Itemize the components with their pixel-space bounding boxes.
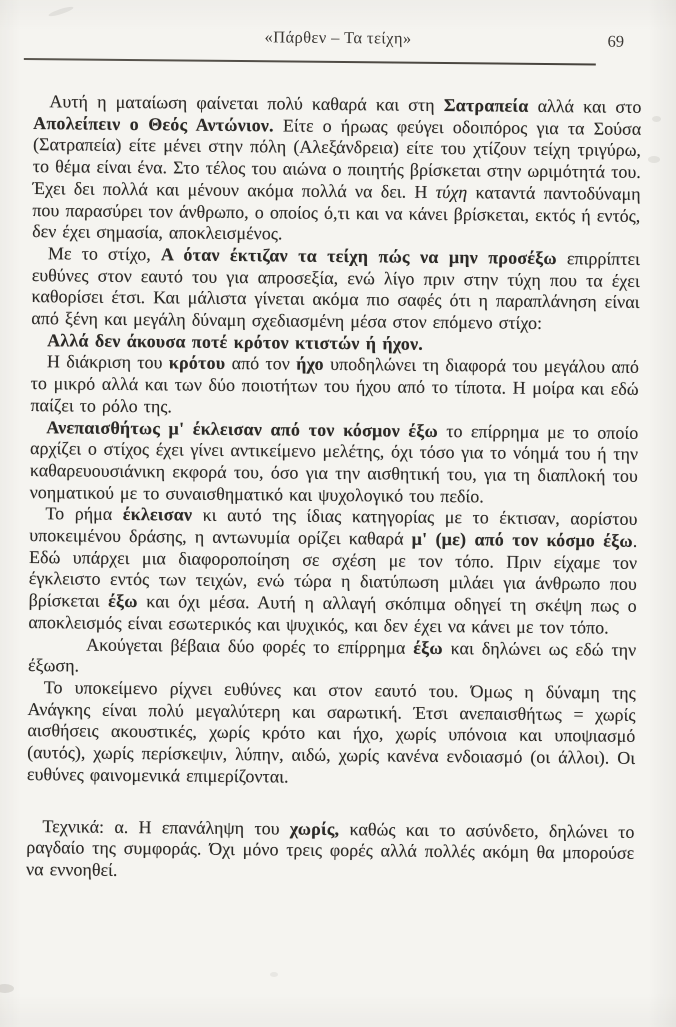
text-run: Η διάκριση του <box>46 351 169 373</box>
text-run-bold: μ' (με) από τον κόσμο έξω <box>411 528 633 551</box>
paragraph-1 <box>32 91 641 249</box>
text-run-bold: Ανεπαισθήτως μ' έκλεισαν από τον κόσμον έξω <box>46 416 439 441</box>
text-run: καθώς και το ασύνδετο, δηλώνει το ραγδαίο της συμφοράς. Όχι μόνο τρεις φορές αλλά πολλές ακόμη θα μπορούσε να εννοηθεί. <box>25 818 635 880</box>
header-rule <box>24 58 596 65</box>
text-run-bold: κρότου <box>168 352 226 374</box>
text-run-bold: χωρίς, <box>289 818 340 839</box>
text-run-bold: Απολείπειν ο Θεός Αντώνιον. <box>33 112 274 136</box>
paragraph-6 <box>28 503 637 639</box>
text-run: Το υποκείμενο ρίχνει ευθύνες και στον εαυτό του. Όμως η δύναμη της Ανάγκης είναι πολύ μεγαλύτερη και σαρωτική. Έτσι ανεπαισθήτως = χωρίς αισθήσεις ακουστικές, χωρίς κρότο και ήχο, χωρίς υπόνοια και υποψιασμό (αυτός), χωρίς περίσκεψιν, λύπην, αιδώ, χωρίς κανένα ενδοιασμό (οι άλλοι). Οι ευθύνες φαινομενικά επιμερίζονται. <box>26 677 636 787</box>
text-run: και δηλώνει ως εδώ την έξωση. <box>27 637 637 676</box>
page-number: 69 <box>607 31 625 51</box>
paragraph-7 <box>28 634 636 683</box>
text-run-bold: Αλλά δεν άκουσα ποτέ κρότον κτιστών ή ήχον. <box>47 329 424 354</box>
text-run: αλλά και στο <box>528 95 642 117</box>
text-run: Ακούγεται βέβαια δύο φορές το επίρρημα <box>86 634 414 658</box>
text-run: από τον <box>225 353 297 375</box>
text-run: . Εδώ υπάρχει μια διαφοροποίηση σε σχέση με τον τόπο. Πριν είχαμε τον έγκλειστο εντός των τειχών, ενώ τώρα η διατύπωση μιλάει για άνθρωπο που βρίσκεται <box>28 530 638 611</box>
text-run: επιρρίπτει ευθύνες στον εαυτό του για απροσεξία, ενώ λίγο πριν στην τύχη που τα έχει καθορίσει έτσι. Και μάλιστα γίνεται ακόμα πιο σαφές ότι η παραπλάνηση είναι από ξένη και μεγάλη δύναμη σχεδιασμένη μέσα στον επόμενο στίχο: <box>31 248 641 333</box>
paragraph-4 <box>30 351 639 422</box>
text-run: Είτε ο ήρωας φεύγει οδοιπόρος για τα Σούσα (Σατραπεία) είτε μένει στην πόλη (Αλεξάνδρεια) είτε του χτίζουν τείχη τριγύρω, το θέμα είναι ένα. Στο τέλος του αιώνα ο ποιητής βρίσκεται στην ωριμότητά του. Έχει δει πολλά και μένουν ακόμα πολλά να δει. Η <box>32 115 642 202</box>
paragraph-9 <box>26 816 635 887</box>
text-run-bold: ήχο <box>296 354 324 375</box>
paragraph-5 <box>30 417 639 510</box>
text-run: το επίρρημα με το οποίο αρχίζει ο στίχος έχει γίνει αντικείμενο μελέτης, όχι τόσο για το νόημά του ή την καθαρευουσιάνικη εκφορά του, όσο για την αισθητική του, για τη διαπλοκή του νοηματικού με το συναισθηματικό και ψυχολογικό του πεδίο. <box>29 420 639 507</box>
paragraph-2 <box>31 243 640 336</box>
text-run: και όχι μέσα. Αυτή η αλλαγή σκόπιμα οδηγεί τη σκέψη πως ο αποκλεισμός είναι εσωτερικός και ψυχικός, και δεν έχει να κάνει με τον τόπο. <box>28 591 637 638</box>
text-run-italic: τύχη <box>435 181 468 203</box>
text-run-bold: έξω <box>108 590 138 612</box>
text-run: Το ρήμα <box>45 503 123 525</box>
text-run-bold: έκλεισαν <box>122 504 193 525</box>
text-run-bold: έξω <box>413 637 443 658</box>
text-run: Αυτή η ματαίωση φαίνεται πολύ καθαρά και στη <box>49 91 444 115</box>
text-run: Τεχνικά: α. Η επανάληψη του <box>42 815 290 839</box>
text-run-bold: Α όταν έκτιζαν τα τείχη πώς να μην προσέξω <box>160 244 557 269</box>
text-run: Με το στίχο, <box>47 243 162 265</box>
page-header <box>34 25 642 57</box>
text-run-bold: Σατραπεία <box>443 94 529 116</box>
paragraph-8 <box>27 677 636 791</box>
text-run: καταντά παντοδύναμη που παρασύρει τον άνθρωπο, ο οποίος ό,τι και να κάνει βρίσκεται, εκτός ή εντός, δεν έχει σημασία, αποκλεισμένος. <box>32 182 641 244</box>
text-run: υποδηλώνει τη διαφορά του μεγάλου από το μικρό αλλά και των δύο ποιοτήτων του ήχου από το τίποτα. Η μοίρα και εδώ παίζει το ρόλο της. <box>30 354 640 417</box>
page-body <box>26 91 642 886</box>
running-title: «Πάρθεν – Τα τείχη» <box>264 27 412 48</box>
text-run: κι αυτό της ίδιας κατηγορίας με το έκτισαν, αορίστου υποκειμένου δράσης, η αντωνυμία ορίζει καθαρά <box>29 504 638 549</box>
